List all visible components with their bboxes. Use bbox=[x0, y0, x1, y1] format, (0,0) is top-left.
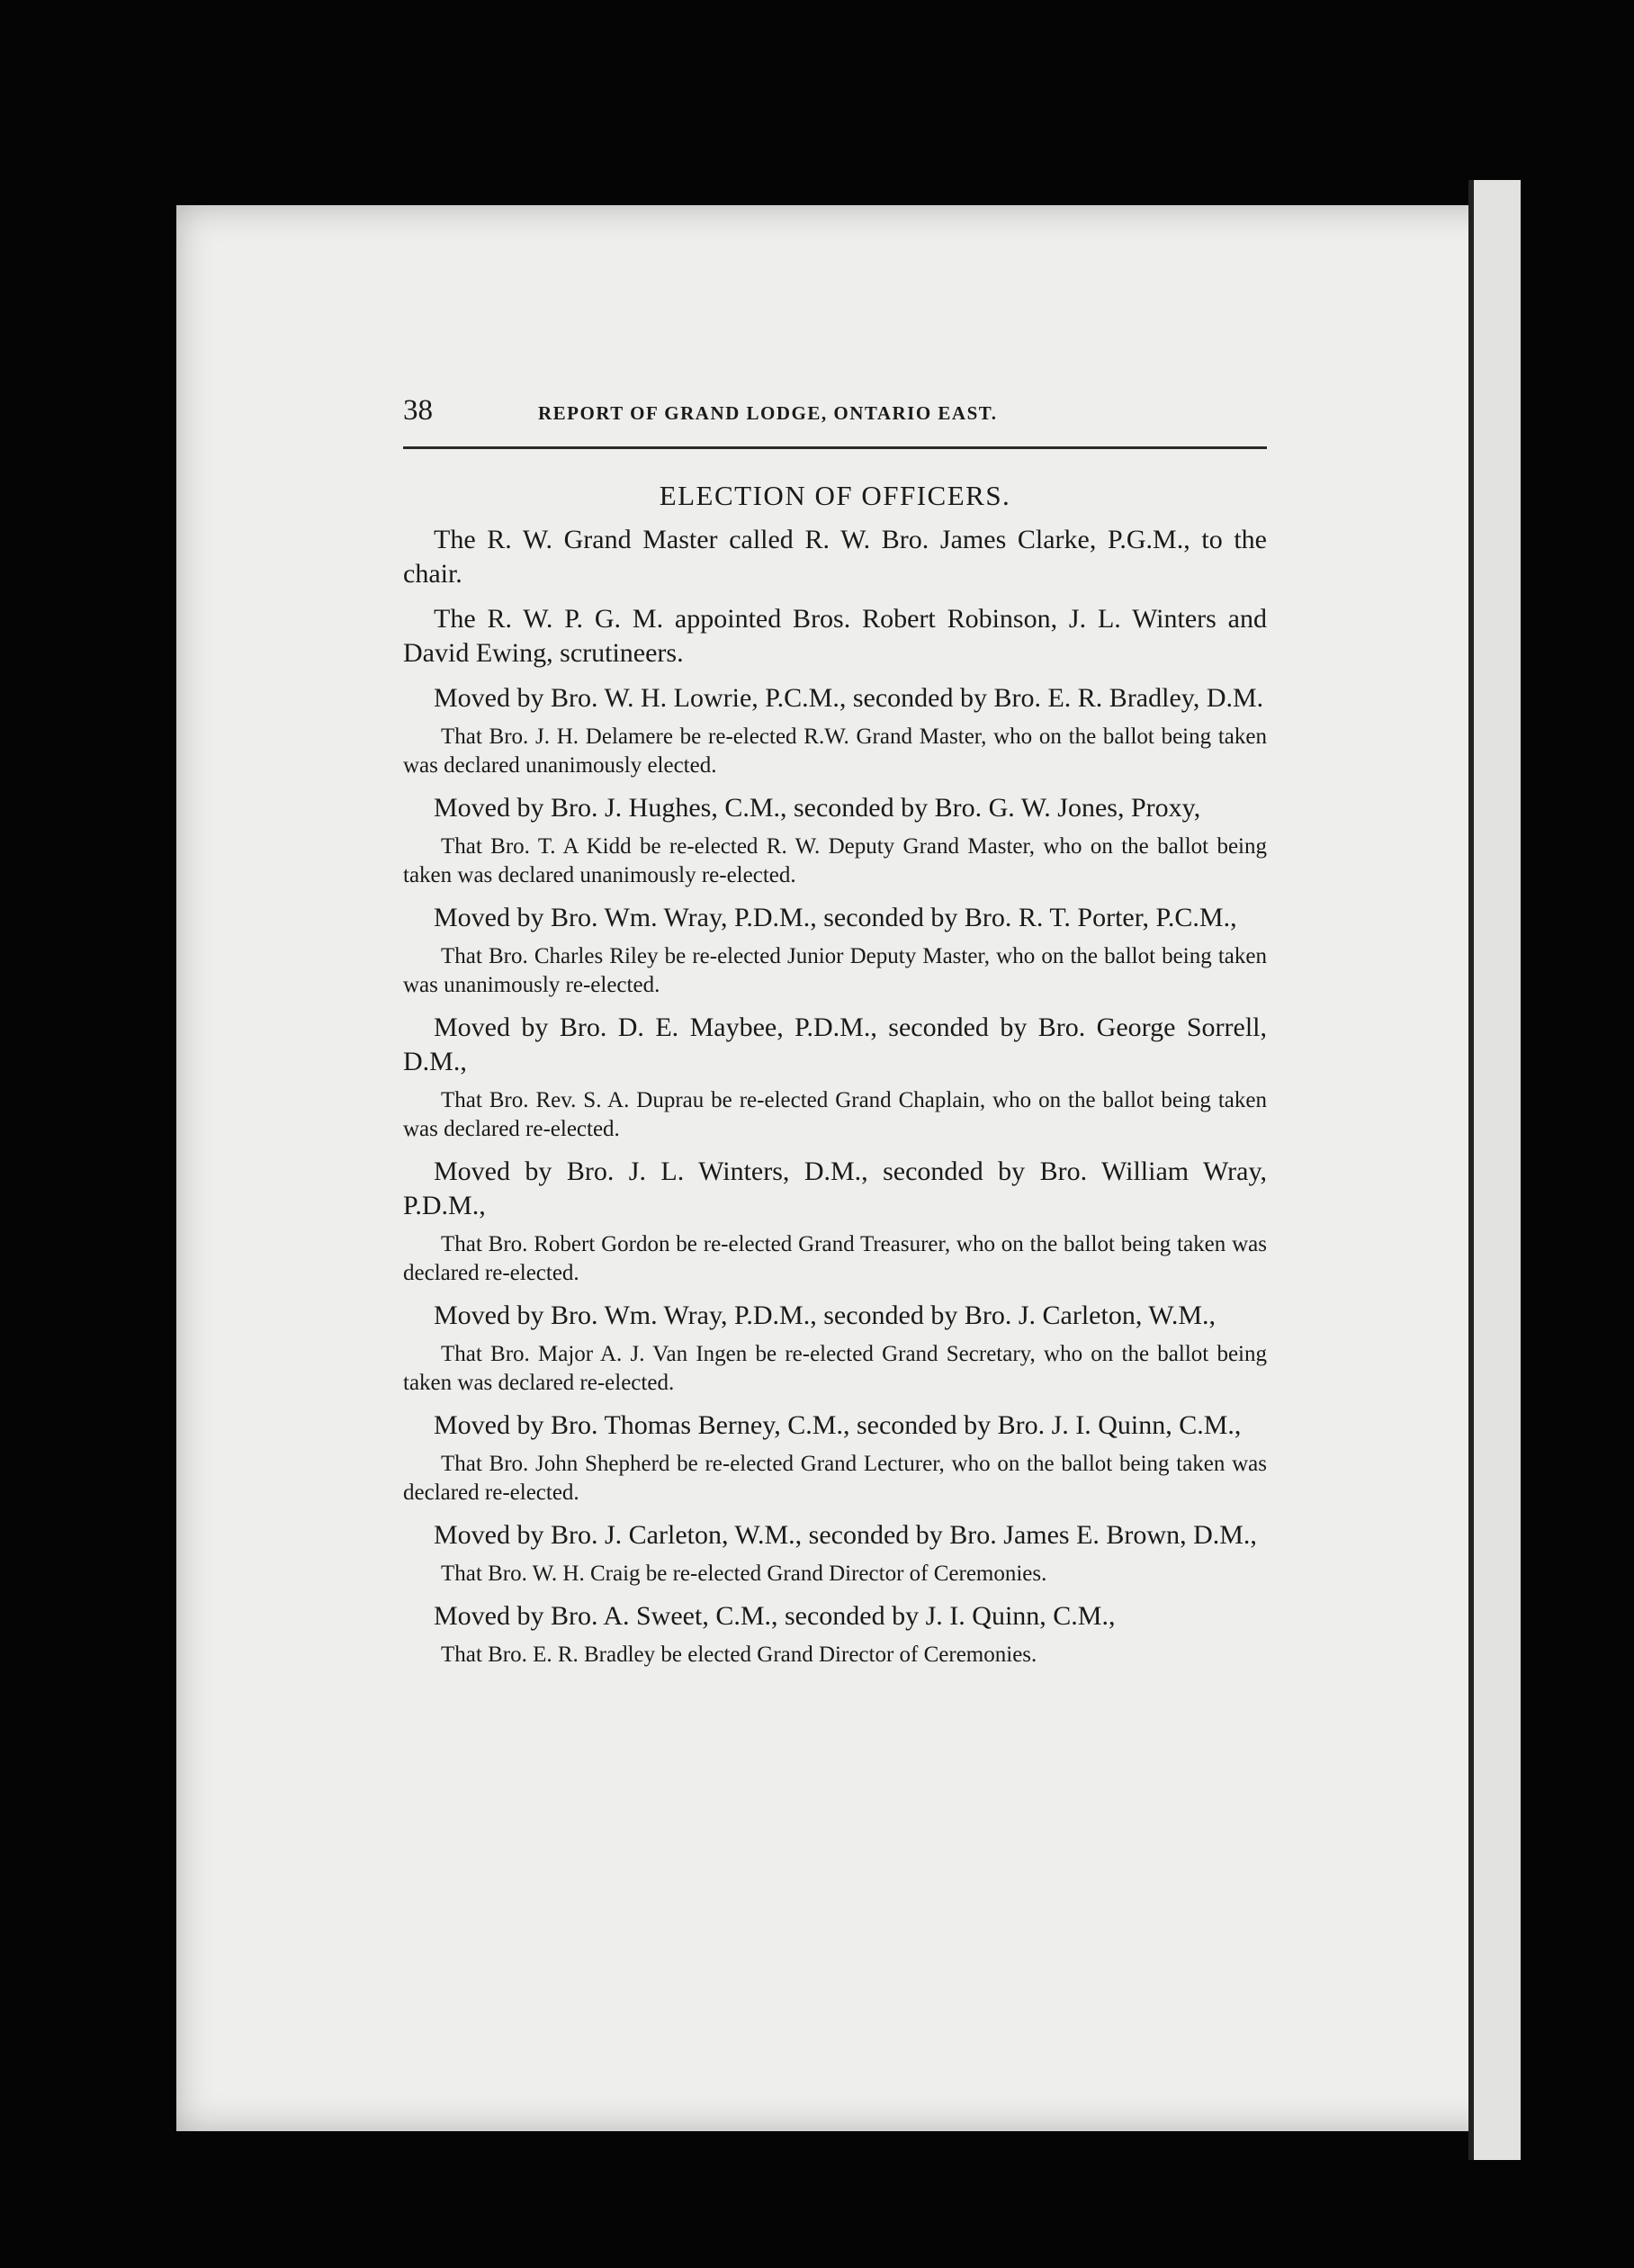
document-page bbox=[176, 205, 1517, 2131]
resolution-paragraph: That Bro. Rev. S. A. Duprau be re-elected Grand Chaplain, who on the ballot being taken was declared re-elected. bbox=[403, 1088, 1267, 1141]
resolution-paragraph: That Bro. Charles Riley be re-elected Junior Deputy Master, who on the ballot being taken was unanimously re-elected. bbox=[403, 944, 1267, 997]
running-head: REPORT OF GRAND LODGE, ONTARIO EAST. bbox=[538, 402, 998, 424]
resolution-paragraph: That Bro. Robert Gordon be re-elected Grand Treasurer, who on the ballot being taken was declared re-elected. bbox=[403, 1232, 1267, 1285]
motion-paragraph: Moved by Bro. J. Carleton, W.M., seconded by Bro. James E. Brown, D.M., bbox=[434, 1520, 1257, 1550]
text-block bbox=[403, 394, 1451, 1670]
motion-paragraph: Moved by Bro. W. H. Lowrie, P.C.M., seconded by Bro. E. R. Bradley, D.M. bbox=[434, 683, 1264, 713]
motion-paragraph: The R. W. P. G. M. appointed Bros. Robert Robinson, J. L. Winters and David Ewing, scrutineers. bbox=[403, 604, 1267, 668]
resolution-paragraph: That Bro. John Shepherd be re-elected Grand Lecturer, who on the ballot being taken was declared re-elected. bbox=[403, 1452, 1267, 1505]
resolution-paragraph: That Bro. Major A. J. Van Ingen be re-elected Grand Secretary, who on the ballot being taken was declared re-elected. bbox=[403, 1342, 1267, 1395]
resolution-paragraph: That Bro. E. R. Bradley be elected Grand Director of Ceremonies. bbox=[441, 1642, 1037, 1667]
resolution-paragraph: That Bro. W. H. Craig be re-elected Grand Director of Ceremonies. bbox=[441, 1562, 1047, 1586]
resolution-paragraph: That Bro. J. H. Delamere be re-elected R.W. Grand Master, who on the ballot being taken was declared unanimously elected. bbox=[403, 724, 1267, 778]
section-title: ELECTION OF OFFICERS. bbox=[659, 480, 1011, 511]
motion-paragraph: Moved by Bro. A. Sweet, C.M., seconded by J. I. Quinn, C.M., bbox=[434, 1601, 1116, 1631]
motion-paragraph: Moved by Bro. Wm. Wray, P.D.M., seconded by Bro. J. Carleton, W.M., bbox=[434, 1300, 1217, 1330]
motion-paragraph: Moved by Bro. J. L. Winters, D.M., seconded by Bro. William Wray, P.D.M., bbox=[403, 1156, 1267, 1220]
paragraph-list bbox=[403, 523, 1267, 1670]
page-header bbox=[403, 394, 1451, 434]
motion-paragraph: Moved by Bro. Wm. Wray, P.D.M., seconded by Bro. R. T. Porter, P.C.M., bbox=[434, 903, 1237, 932]
motion-paragraph: Moved by Bro. D. E. Maybee, P.D.M., seconded by Bro. George Sorrell, D.M., bbox=[403, 1012, 1267, 1076]
page-number: 38 bbox=[403, 394, 433, 427]
adjacent-page-edge bbox=[1468, 180, 1521, 2160]
motion-paragraph: Moved by Bro. J. Hughes, C.M., seconded by Bro. G. W. Jones, Proxy, bbox=[434, 793, 1201, 823]
header-rule bbox=[403, 446, 1267, 449]
motion-paragraph: Moved by Bro. Thomas Berney, C.M., seconded by Bro. J. I. Quinn, C.M., bbox=[434, 1410, 1242, 1440]
resolution-paragraph: That Bro. T. A Kidd be re-elected R. W. Deputy Grand Master, who on the ballot being taken was declared unanimously re-elected. bbox=[403, 834, 1267, 887]
motion-paragraph: The R. W. Grand Master called R. W. Bro. James Clarke, P.G.M., to the chair. bbox=[403, 525, 1267, 589]
